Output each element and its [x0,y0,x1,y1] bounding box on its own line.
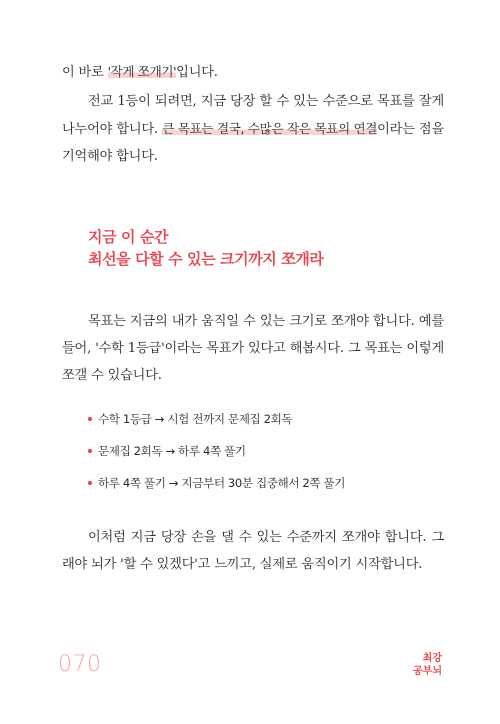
section-heading [88,226,323,270]
highlight-small-split: '작게 쪼개기' [107,64,177,79]
paragraph-top-student-before: 전교 1등이 되려면, 지금 당장 할 수 있는 수준으로 목표를 잘게 나누어야 합니다. [62,94,444,137]
list-item [88,442,345,474]
bullet-dot-icon [88,481,92,485]
book-title-line2: 공부뇌 [413,666,442,677]
paragraph-conclusion: 이처럼 지금 당장 손을 댈 수 있는 수준까지 쪼개야 합니다. 그래야 뇌가 '할 수 있겠다'고 느끼고, 실제로 움직이기 시작합니다. [62,530,444,572]
list-item [88,474,345,506]
bullet-dot-icon [88,449,92,453]
list-item [88,410,345,442]
bullet-dot-icon [88,417,92,421]
paragraph-intro [62,58,444,86]
paragraph-intro-after: 입니다. [176,65,218,80]
book-title [413,652,442,678]
paragraph-intro-before: 이 바로 [62,65,108,80]
section-heading-line2: 최선을 다할 수 있는 크기까지 쪼개라 [88,250,324,268]
book-title-line1: 최강 [422,653,442,664]
page-number: 070 [58,652,102,677]
highlight-big-goal: 큰 목표는 결국, 수많은 작은 목표의 연결 [162,121,378,136]
paragraph-top-student [62,88,444,170]
bullet-list [88,410,345,506]
paragraph-top-student-after: 이라는 점을 기억해야 합니다. [62,122,444,164]
paragraph-goal-size: 목표는 지금의 내가 움직일 수 있는 크기로 쪼개야 합니다. 예를 들어, '수학 1등급'이라는 목표가 있다고 해봅시다. 그 목표는 이렇게 쪼갤 수 있습니다. [62,314,444,383]
list-item-text: 수학 1등급 → 시험 전까지 문제집 2회독 [98,412,293,426]
list-item-text: 문제집 2회독 → 하루 4쪽 풀기 [98,444,246,458]
section-heading-line1: 지금 이 순간 [88,228,169,246]
list-item-text: 하루 4쪽 풀기 → 지금부터 30분 집중해서 2쪽 풀기 [98,476,346,490]
